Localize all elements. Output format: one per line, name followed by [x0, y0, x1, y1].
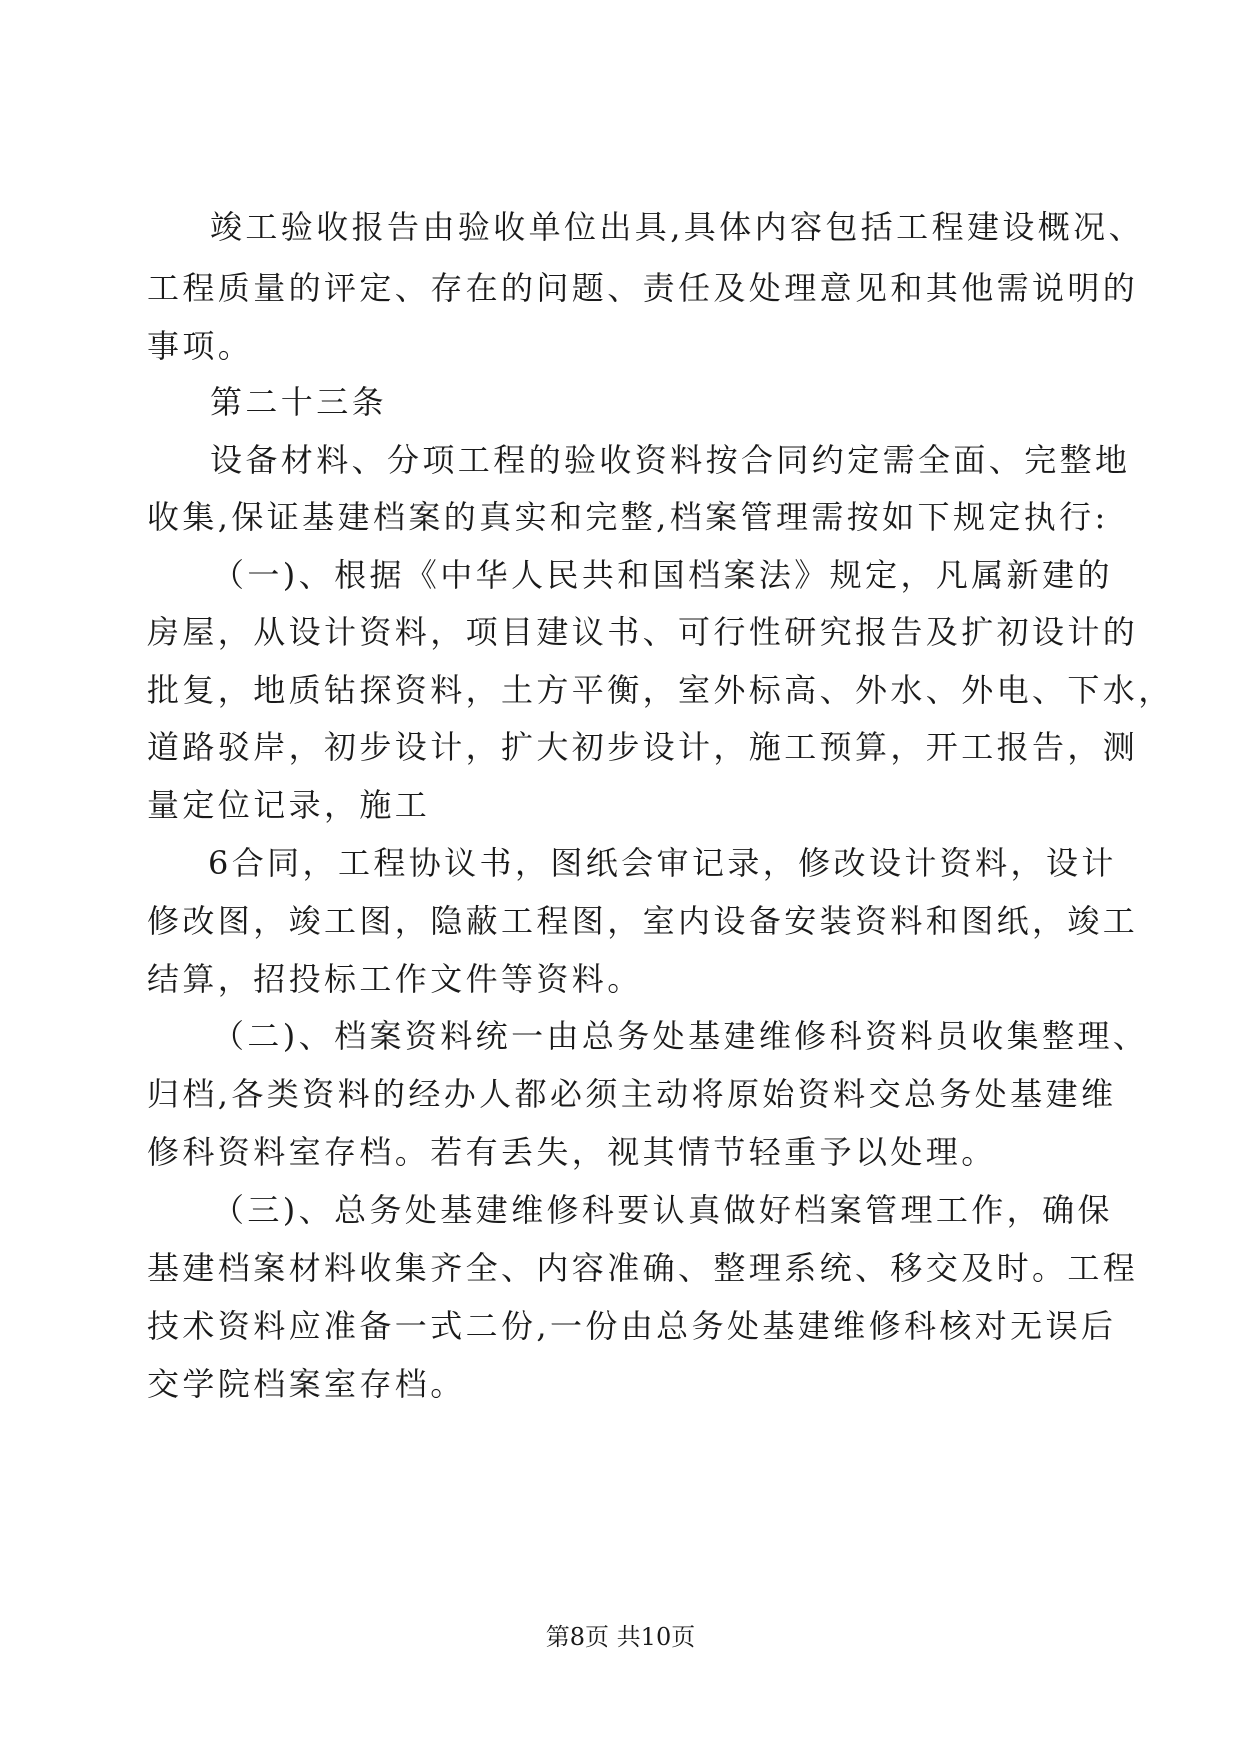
paragraph-line: 6合同，工程协议书，图纸会审记录，修改设计资料，设计 — [208, 844, 1117, 882]
paragraph-line: 事项。 — [147, 327, 254, 365]
paragraph-line: 竣工验收报告由验收单位出具,具体内容包括工程建设概况、 — [210, 208, 1144, 246]
paragraph-line: 结算，招投标工作文件等资料。 — [147, 960, 643, 998]
paragraph-line: 交学院档案室存档。 — [147, 1365, 466, 1403]
paragraph-line: （一)、根据《中华人民共和国档案法》规定，凡属新建的 — [212, 556, 1113, 594]
paragraph-line: （三)、总务处基建维修科要认真做好档案管理工作，确保 — [212, 1191, 1113, 1229]
paragraph-line: 修改图，竣工图，隐蔽工程图，室内设备安装资料和图纸，竣工 — [147, 902, 1139, 940]
page-number-footer: 第8页 共10页 — [545, 1623, 696, 1651]
paragraph-line: 设备材料、分项工程的验收资料按合同约定需全面、完整地 — [210, 441, 1131, 479]
paragraph-line: 量定位记录，施工 — [147, 786, 431, 824]
paragraph-line: （二)、档案资料统一由总务处基建维修科资料员收集整理、 — [212, 1017, 1149, 1055]
paragraph-line: 修科资料室存档。若有丢失，视其情节轻重予以处理。 — [147, 1133, 997, 1171]
article-heading: 第二十三条 — [210, 383, 388, 421]
paragraph-line: 基建档案材料收集齐全、内容准确、整理系统、移交及时。工程 — [147, 1249, 1139, 1287]
paragraph-line: 归档,各类资料的经办人都必须主动将原始资料交总务处基建维 — [147, 1075, 1117, 1113]
paragraph-line: 收集,保证基建档案的真实和完整,档案管理需按如下规定执行: — [147, 498, 1109, 536]
paragraph-line: 技术资料应准备一式二份,一份由总务处基建维修科核对无误后 — [147, 1307, 1117, 1345]
paragraph-line: 工程质量的评定、存在的问题、责任及处理意见和其他需说明的 — [147, 269, 1139, 307]
paragraph-line: 批复，地质钻探资料，土方平衡，室外标高、外水、外电、下水， — [147, 671, 1174, 709]
paragraph-line: 道路驳岸，初步设计，扩大初步设计，施工预算，开工报告，测 — [147, 728, 1139, 766]
paragraph-line: 房屋，从设计资料，项目建议书、可行性研究报告及扩初设计的 — [147, 613, 1139, 651]
